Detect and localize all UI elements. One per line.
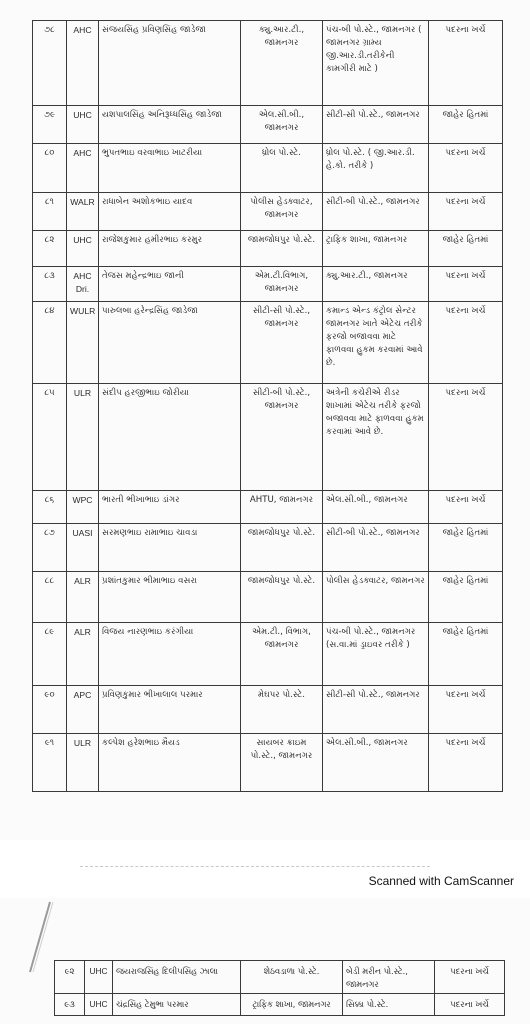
rank-category: UHC [67, 231, 99, 267]
scanner-watermark: Scanned with CamScanner [368, 874, 514, 888]
transfer-reason: જાહેર હિતમાં [429, 572, 503, 623]
serial-number: ૯૧ [33, 734, 67, 792]
transfer-reason: પદરના ખર્ચે [429, 734, 503, 792]
transfer-reason: પદરના ખર્ચે [429, 384, 503, 491]
current-posting: સીટી-બી પો.સ્ટે., જામનગર [241, 384, 323, 491]
employee-name: પ્રવિણકુમાર ભીખાલાલ પરમાર [99, 686, 241, 734]
table-row [55, 994, 505, 1016]
table-row [33, 193, 503, 231]
employee-name: સંજયસિંહ પ્રવિણસિંહ જાડેજા [99, 21, 241, 106]
transfer-reason: પદરના ખર્ચે [435, 994, 505, 1016]
table-row [33, 267, 503, 302]
serial-number: ૮૪ [33, 302, 67, 384]
current-posting: જામજોધપુર પો.સ્ટે. [241, 572, 323, 623]
new-posting: સીટી-સી પો.સ્ટે., જામનગર [323, 686, 429, 734]
employee-name: ભારતી ભીખાભાઇ ડાંગર [99, 491, 241, 524]
table-row [33, 106, 503, 144]
new-posting: ક્યુ.આર.ટી., જામનગર [323, 267, 429, 302]
table-row [33, 21, 503, 106]
serial-number: ૮૮ [33, 572, 67, 623]
table-row [33, 572, 503, 623]
employee-name: ભુપતભાઇ વરવાભાઇ ખાટરીયા [99, 144, 241, 193]
serial-number: ૮૩ [33, 267, 67, 302]
table-row [33, 524, 503, 572]
new-posting: પોલીસ હેડક્વાટર, જામનગર [323, 572, 429, 623]
transfer-table [32, 20, 503, 792]
table-row [33, 623, 503, 686]
current-posting: પોલીસ હેડક્વાટર, જામનગર [241, 193, 323, 231]
employee-name: પ્રશાંતકુમાર ભીમાભાઇ વસરા [99, 572, 241, 623]
table-row [33, 231, 503, 267]
transfer-reason: પદરના ખર્ચે [429, 302, 503, 384]
transfer-reason: પદરના ખર્ચે [429, 491, 503, 524]
transfer-reason: પદરના ખર્ચે [429, 193, 503, 231]
rank-category: ALR [67, 572, 99, 623]
employee-name: તેજસ મહેન્દ્રભાઇ જાની [99, 267, 241, 302]
current-posting: ક્યુ.આર.ટી., જામનગર [241, 21, 323, 106]
new-posting: પંચ-બી પો.સ્ટે., જામનગર (સ.વા.માં ડ્રાઇવર તરીકે ) [323, 623, 429, 686]
rank-category: AHC [67, 144, 99, 193]
rank-category: AHC [67, 21, 99, 106]
table-row [33, 734, 503, 792]
transfer-reason: જાહેર હિતમાં [429, 231, 503, 267]
rank-category: ALR [67, 623, 99, 686]
transfer-reason: પદરના ખર્ચે [435, 961, 505, 994]
table-row [33, 144, 503, 193]
current-posting: સાયબર ક્રાઇમ પો.સ્ટે., જામનગર [241, 734, 323, 792]
transfer-reason: જાહેર હિતમાં [429, 106, 503, 144]
rank-category: ULR [67, 384, 99, 491]
serial-number: ૮૯ [33, 623, 67, 686]
transfer-reason: પદરના ખર્ચે [429, 21, 503, 106]
transfer-reason: પદરના ખર્ચે [429, 686, 503, 734]
rank-category: ULR [67, 734, 99, 792]
rank-category: UHC [85, 994, 113, 1016]
serial-number: ૮૧ [33, 193, 67, 231]
current-posting: AHTU, જામનગર [241, 491, 323, 524]
new-posting: એલ.સી.બી., જામનગર [323, 734, 429, 792]
page-divider [80, 866, 430, 867]
employee-name: સરમણભાઇ રામાભાઇ ચાવડા [99, 524, 241, 572]
current-posting: એલ.સી.બી., જામનગર [241, 106, 323, 144]
transfer-reason: પદરના ખર્ચે [429, 144, 503, 193]
employee-name: ચંદ્રસિંહ ટેમુભા પરમાર [113, 994, 241, 1016]
employee-name: રાજેશકુમાર હમીરભાઇ કરમુર [99, 231, 241, 267]
current-posting: જામજોધપુર પો.સ્ટે. [241, 524, 323, 572]
table-row [33, 491, 503, 524]
rank-category: UASI [67, 524, 99, 572]
new-posting: કમાન્ડ એન્ડ કંટ્રોલ સેન્ટર જામનગર ખાતે એટેચ તરીકે ફરજો બજાવવા માટે ફાળવવા હુકમ કરવામાં આવે છે. [323, 302, 429, 384]
employee-name: કલ્પેશ હરેશભાઇ મૈયડ [99, 734, 241, 792]
rank-category: UHC [85, 961, 113, 994]
current-posting: એમ.ટી., વિભાગ, જામનગર [241, 623, 323, 686]
new-posting: ધ્રોલ પો.સ્ટે. ( જી.આર.ડી. હે.કો. તરીકે ) [323, 144, 429, 193]
serial-number: ૭૮ [33, 21, 67, 106]
table-row [55, 961, 505, 994]
rank-category: WPC [67, 491, 99, 524]
employee-name: જયરાજસિંહ દિલીપસિંહ ઝાલા [113, 961, 241, 994]
serial-number: ૯૩ [55, 994, 85, 1016]
new-posting: એલ.સી.બી., જામનગર [323, 491, 429, 524]
current-posting: એમ.ટી.વિભાગ, જામનગર [241, 267, 323, 302]
new-posting: બેડી મરીન પો.સ્ટે., જામનગર [343, 961, 435, 994]
current-posting: સીટી-સી પો.સ્ટે., જામનગર [241, 302, 323, 384]
current-posting: ટ્રાફિક શાખા, જામનગર [241, 994, 343, 1016]
rank-category: WULR [67, 302, 99, 384]
transfer-reason: પદરના ખર્ચે [429, 267, 503, 302]
rank-category: AHC Dri. [67, 267, 99, 302]
table-row [33, 686, 503, 734]
new-posting: સીટી-બી પો.સ્ટે., જામનગર [323, 193, 429, 231]
new-posting: સીટી-સી પો.સ્ટે., જામનગર [323, 106, 429, 144]
rank-category: UHC [67, 106, 99, 144]
new-posting: સિક્કા પો.સ્ટે. [343, 994, 435, 1016]
serial-number: ૭૯ [33, 106, 67, 144]
serial-number: ૮૬ [33, 491, 67, 524]
new-posting: સીટી-બી પો.સ્ટે., જામનગર [323, 524, 429, 572]
serial-number: ૮૭ [33, 524, 67, 572]
current-posting: ધ્રોલ પો.સ્ટે. [241, 144, 323, 193]
employee-name: યશપાલસિંહ અનિરૂધ્ધસિંહ જાડેજા [99, 106, 241, 144]
new-posting: પંચ-બી પો.સ્ટે., જામનગર ( જામનગર ગ્રામ્ય જી.આર.ડી.તરીકેની કામગીરી માટે ) [323, 21, 429, 106]
table-row [33, 384, 503, 491]
employee-name: પારુલબા હરેન્દ્રસિંહ જાડેજા [99, 302, 241, 384]
scanned-page-2 [0, 898, 530, 1024]
scan-edge-mark [24, 900, 54, 980]
current-posting: જામજોધપુર પો.સ્ટે. [241, 231, 323, 267]
transfer-reason: જાહેર હિતમાં [429, 524, 503, 572]
rank-category: WALR [67, 193, 99, 231]
transfer-reason: જાહેર હિતમાં [429, 623, 503, 686]
serial-number: ૯૦ [33, 686, 67, 734]
rank-category: APC [67, 686, 99, 734]
serial-number: ૮૦ [33, 144, 67, 193]
employee-name: વિજય નારણભાઇ કરંગીયા [99, 623, 241, 686]
new-posting: ટ્રાફિક શાખા, જામનગર [323, 231, 429, 267]
transfer-table-continued [54, 960, 505, 1016]
serial-number: ૮૨ [33, 231, 67, 267]
current-posting: શેઠવડાળા પો.સ્ટે. [241, 961, 343, 994]
serial-number: ૯૨ [55, 961, 85, 994]
new-posting: અત્રેની કચેરીએ રીડર શાખામાં એટેચ તરીકે ફરજો બજાવવા માટે ફાળવવા હુકમ કરવામાં આવે છે. [323, 384, 429, 491]
serial-number: ૮૫ [33, 384, 67, 491]
employee-name: સંદીપ હરજીભાઇ જોરીયા [99, 384, 241, 491]
current-posting: મેઘપર પો.સ્ટે. [241, 686, 323, 734]
page-break [0, 840, 530, 898]
employee-name: રાધાબેન અશોકભાઇ યાદવ [99, 193, 241, 231]
table-row [33, 302, 503, 384]
